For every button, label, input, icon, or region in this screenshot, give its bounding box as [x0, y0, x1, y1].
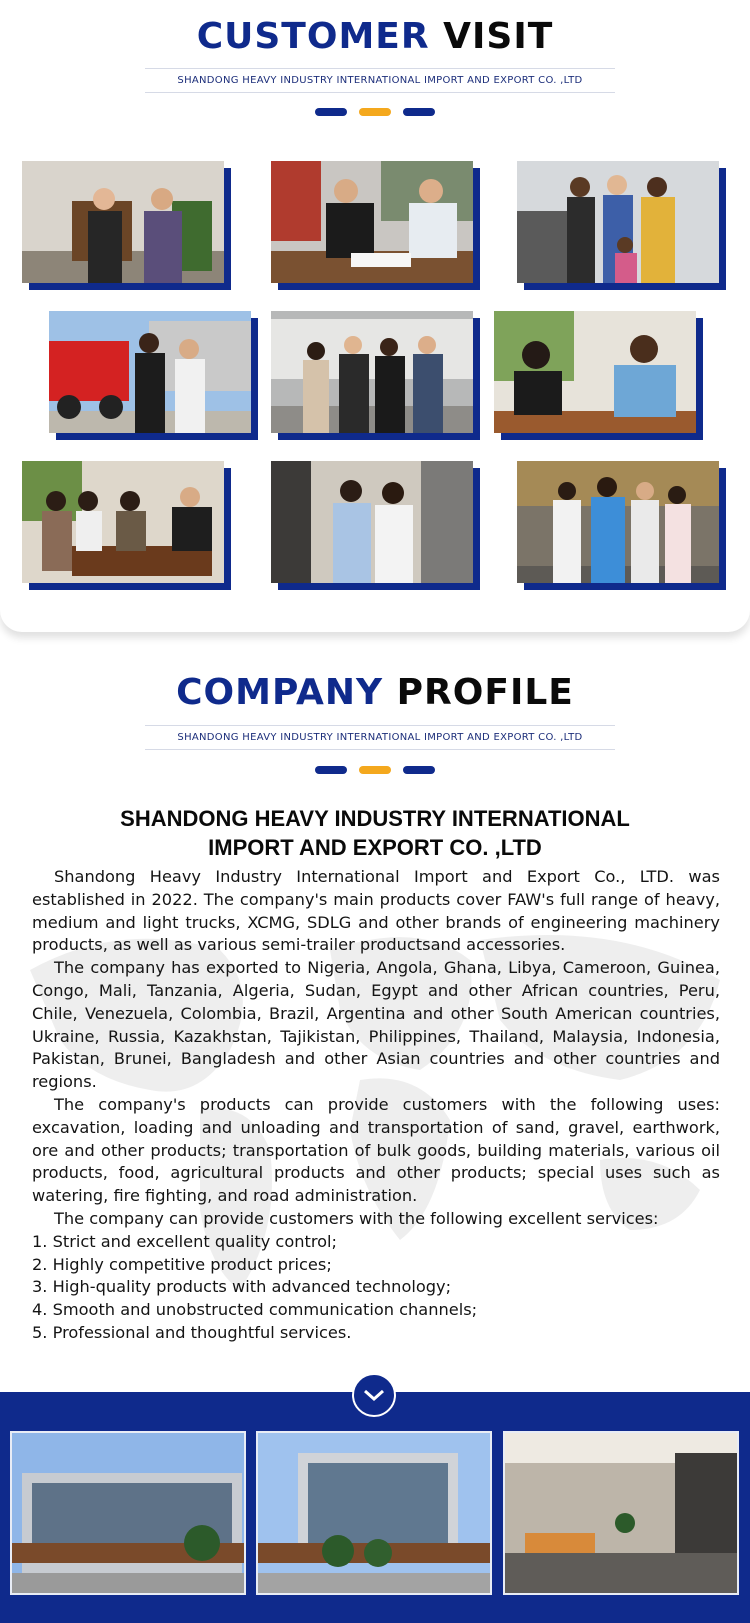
office-photo-building-front [10, 1431, 246, 1595]
title-highlight: CUSTOMER [196, 16, 430, 57]
visit-photo-group-trucks [271, 311, 473, 433]
company-name-line2: IMPORT AND EXPORT CO. ,LTD [208, 835, 542, 860]
profile-paragraph-intro: Shandong Heavy Industry International Import and Export Co., LTD. was established in 2022. The company's main products cover FAW's full range of heavy, medium and light trucks, XCMG, SDLG and other brands of engineering machinery products, as well as various semi-trailer productsand accessories. [32, 867, 720, 955]
title-rest: PROFILE [396, 672, 574, 713]
customer-visit-title [0, 16, 750, 57]
visit-photo-meeting-table [494, 311, 696, 433]
profile-paragraph-export: The company has exported to Nigeria, Angola, Ghana, Libya, Cameroon, Guinea, Congo, Mali, Tanzania, Algeria, Sudan, Egypt and other African countries, Peru, Chile, Venezuela, Colombia, Brazil, Argentina and other South American countries, Ukraine, Russia, Kazakhstan, Tajikistan, Philippines, Thailand, Malaysia, Indonesia, Pakistan, Brunei, Bangladesh and other Asian countries and other countries and regions. [32, 958, 720, 1092]
profile-paragraph-uses: The company's products can provide customers with the following uses: excavation, loading and unloading and transportation of sand, gravel, earthwork, ore and other products; transportation of bulk goods, building materials, various oil products, food, agricultural products and other products; special uses such as watering, fire fighting, and road administration. [32, 1094, 720, 1206]
visit-photo-contract-signing [271, 161, 473, 283]
service-item: 1. Strict and excellent quality control; [32, 1231, 337, 1251]
chevron-down-icon [362, 1387, 386, 1403]
visit-photo-handshake-office [22, 161, 224, 283]
service-item: 4. Smooth and unobstructed communication channels; [32, 1300, 478, 1320]
company-name-line1: SHANDONG HEAVY INDUSTRY INTERNATIONAL [120, 806, 630, 831]
company-profile-subtitle: SHANDONG HEAVY INDUSTRY INTERNATIONAL IMPORT AND EXPORT CO. ,LTD [145, 725, 615, 750]
office-photo-building-side [256, 1431, 492, 1595]
scroll-down-button[interactable] [352, 1373, 396, 1417]
visit-photo-warehouse [517, 461, 719, 583]
decorative-dots [0, 766, 750, 774]
customer-visit-subtitle: SHANDONG HEAVY INDUSTRY INTERNATIONAL IMPORT AND EXPORT CO. ,LTD [145, 68, 615, 93]
title-highlight: COMPANY [176, 672, 384, 713]
visit-photo-group-office [517, 161, 719, 283]
profile-paragraph-services: The company can provide customers with the following excellent services: [54, 1208, 659, 1228]
company-profile-body [32, 866, 720, 1345]
visit-photo-tea-table [22, 461, 224, 583]
visit-photo-trucks-yard [49, 311, 251, 433]
company-profile-title [0, 672, 750, 713]
customer-visit-section [0, 0, 750, 632]
title-rest: VISIT [443, 16, 554, 57]
office-photo-lobby [503, 1431, 739, 1595]
service-item: 2. Highly competitive product prices; [32, 1254, 332, 1274]
decorative-dots [0, 108, 750, 116]
service-item: 3. High-quality products with advanced technology; [32, 1277, 452, 1297]
service-item: 5. Professional and thoughtful services. [32, 1322, 352, 1342]
visit-photo-showroom [271, 461, 473, 583]
